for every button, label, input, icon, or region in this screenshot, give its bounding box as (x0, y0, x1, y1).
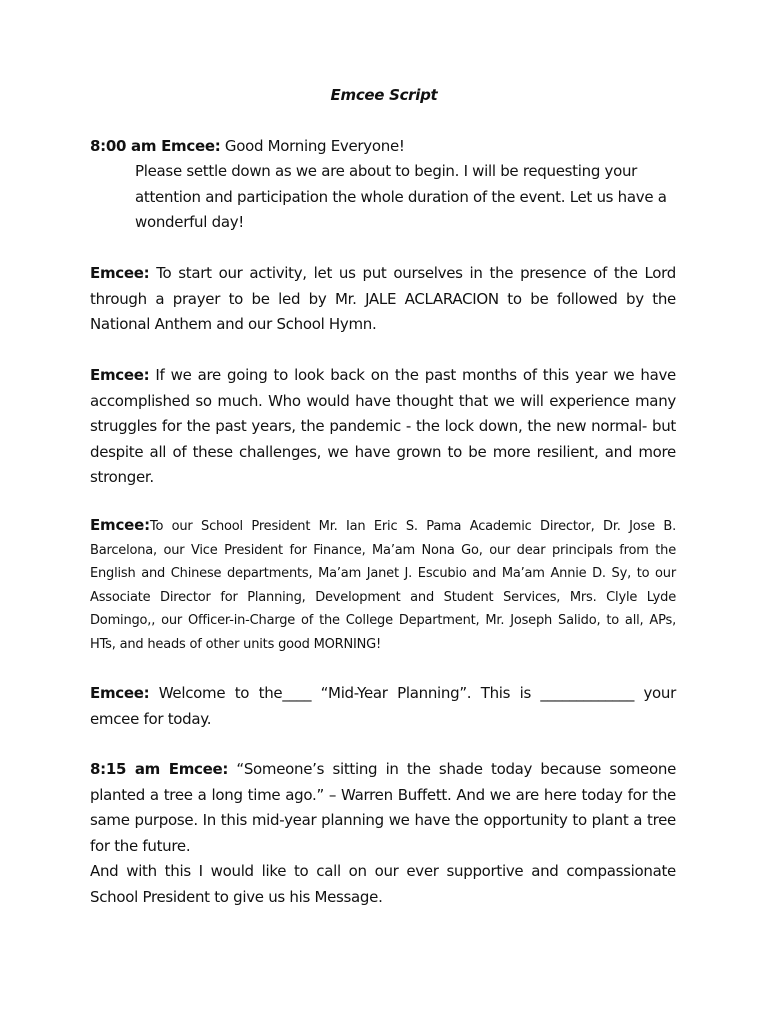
paragraph-text: If we are going to look back on the past months of this year we have accomplished so much. Who would have thought that we will experience many struggles for the past years, the pandemic - the lock down, the new normal- but despite all of these challenges, we have grown to be more resilient, and more stronger. (90, 366, 676, 486)
paragraph-opening-indent: Please settle down as we are about to begin. I will be requesting your attention and participation the whole duration of the event. Let us have a wonderful day! (135, 162, 667, 231)
paragraph-text: Good Morning Everyone! (220, 137, 405, 155)
paragraph-welcome (90, 681, 676, 732)
paragraph-acknowledgement (90, 514, 676, 656)
paragraph-label: Emcee: (90, 264, 150, 282)
paragraph-text: To our School President Mr. Ian Eric S. Pama Academic Director, Dr. Jose B. Barcelona, our Vice President for Finance, Ma’am Nona Go, our dear principals from the English and Chinese departments, Ma’am Janet J. Escubio and Ma’am Annie D. Sy, to our Associate Director for Planning, Development and Student Services, Mrs. Clyle Lyde Domingo,, our Officer-in-Charge of the College Department, Mr. Joseph Salido, to all, APs, HTs, and heads of other units good MORNING! (90, 519, 676, 652)
paragraph-reflection (90, 363, 676, 491)
paragraph-opening (90, 134, 676, 160)
document-title: Emcee Script (330, 86, 438, 104)
paragraph-text: To start our activity, let us put ourselves in the presence of the Lord through a prayer to be led by Mr. JALE ACLARACION to be followed by the National Anthem and our School Hymn. (90, 264, 676, 333)
paragraph-call-president: And with this I would like to call on our ever supportive and compassionate School President to give us his Message. (90, 862, 676, 906)
paragraph-label: Emcee: (90, 366, 150, 384)
paragraph-text: “Someone’s sitting in the shade today because someone planted a tree a long time ago.” – Warren Buffett. And we are here today for the same purpose. In this mid-year planning we have the opportunity to plant a tree for the future. (90, 760, 676, 855)
paragraph-label: Emcee: (90, 684, 150, 702)
paragraph-prayer (90, 261, 676, 338)
paragraph-label: 8:15 am Emcee: (90, 760, 229, 778)
paragraph-label: 8:00 am Emcee: (90, 137, 221, 155)
paragraph-text: Welcome to the____ “Mid-Year Planning”. This is _____________ your emcee for today. (90, 684, 676, 728)
paragraph-quote (90, 757, 676, 859)
paragraph-label: Emcee: (90, 516, 150, 534)
